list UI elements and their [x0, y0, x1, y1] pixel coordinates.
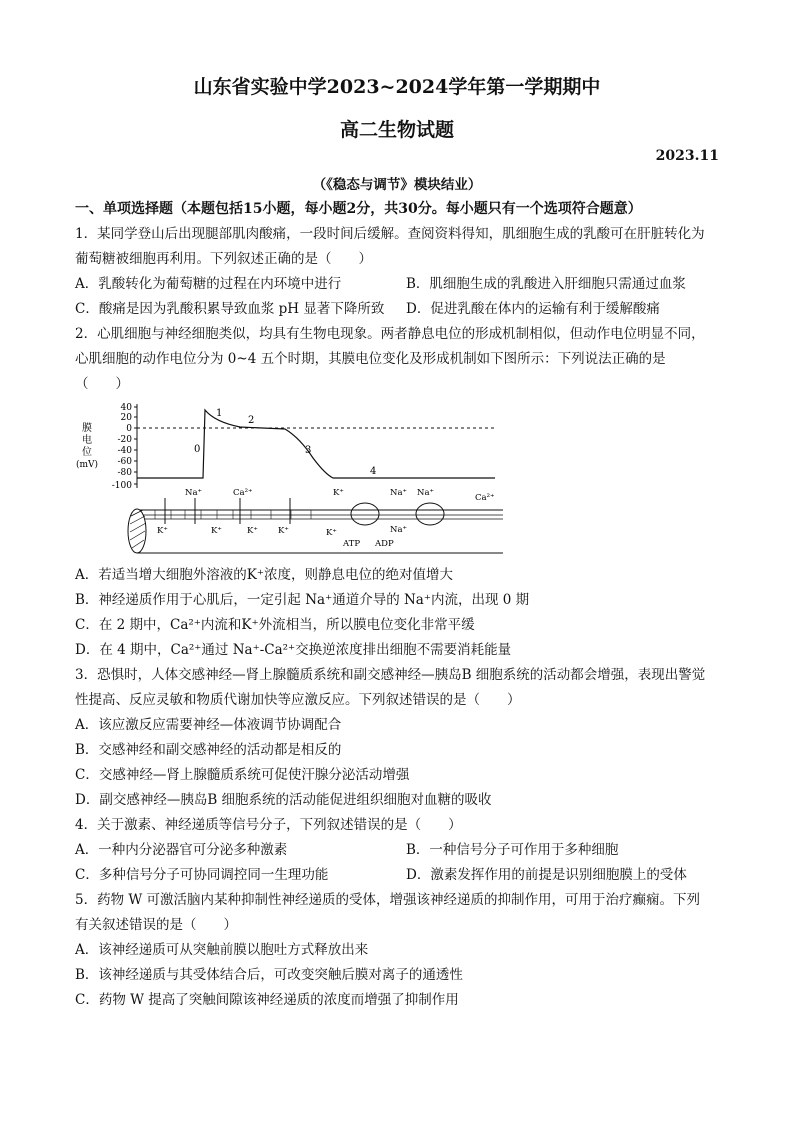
q1-option-c: C．酸痛是因为乳酸积累导致血浆 pH 显著下降所致 [75, 301, 385, 317]
q3-option-c: C．交感神经—肾上腺髓质系统可促使汗腺分泌活动增强 [75, 767, 410, 783]
exam-subject-title: 高二生物试题 [339, 119, 454, 141]
phase-3-label: 3 [305, 445, 312, 456]
ion-na-3: Na⁺ [417, 488, 434, 498]
q4-option-a: A．一种内分泌器官可分泌多种激素 [75, 842, 288, 858]
cell-membrane-diagram [128, 498, 503, 553]
q4-option-d: D．激素发挥作用的前提是识别细胞膜上的受体 [406, 867, 687, 883]
q4-stem: 4．关于激素、神经递质等信号分子，下列叙述错误的是（ ） [75, 817, 462, 833]
ion-k-top: K⁺ [333, 488, 344, 498]
exam-subtitle: （《稳态与调节》模块结业） [312, 177, 482, 193]
q1-stem-line2: 葡萄糖被细胞再利用。下列叙述正确的是（ ） [75, 251, 372, 267]
q4-option-c: C．多种信号分子可协同调控同一生理功能 [75, 867, 329, 883]
q3-stem-line1: 3．恐惧时，人体交感神经—肾上腺髓质系统和副交感神经—胰岛B 细胞系统的活动都会增强，表现出警觉 [75, 667, 706, 683]
y-tick-minus-100: -100 [111, 481, 132, 491]
q2-option-c: C．在 2 期中，Ca²⁺内流和K⁺外流相当，所以膜电位变化非常平缓 [75, 617, 475, 633]
y-tick-minus-80: -80 [117, 468, 132, 478]
exam-date: 2023.11 [655, 148, 719, 164]
ion-k-4: K⁺ [278, 526, 289, 536]
q1-option-a: A．乳酸转化为葡萄糖的过程在内环境中进行 [75, 276, 342, 292]
q2-option-d: D．在 4 期中，Ca²⁺通过 Na⁺-Ca²⁺交换逆浓度排出细胞不需要消耗能量 [75, 642, 512, 658]
y-axis-label-1: 膜 [82, 423, 92, 434]
ion-na-2: Na⁺ [390, 488, 407, 498]
y-tick-minus-60: -60 [117, 457, 132, 467]
q1-option-d: D．促进乳酸在体内的运输有利于缓解酸痛 [406, 301, 660, 317]
y-tick-40: 40 [120, 403, 132, 413]
y-tick-minus-20: -20 [117, 435, 132, 445]
q1-stem-line1: 1．某同学登山后出现腿部肌肉酸痛，一段时间后缓解。查阅资料得知，肌细胞生成的乳酸可在肝脏转化为 [75, 226, 705, 242]
q5-option-b: B．该神经递质与其受体结合后，可改变突触后膜对离子的通透性 [75, 967, 463, 983]
y-tick-minus-40: -40 [117, 446, 132, 456]
q5-option-c: C．药物 W 提高了突触间隙该神经递质的浓度而增强了抑制作用 [75, 992, 459, 1008]
q5-stem-line1: 5．药物 W 可激活脑内某种抑制性神经递质的受体，增强该神经递质的抑制作用，可用于治疗癫痫。下列 [75, 892, 701, 908]
ion-ca-2: Ca²⁺ [475, 493, 495, 503]
y-tick-20: 20 [120, 413, 132, 423]
phase-1-label: 1 [216, 408, 223, 419]
section-heading: 一、单项选择题（本题包括15小题，每小题2分，共30分。每小题只有一个选项符合题意） [75, 201, 642, 217]
ion-na-1: Na⁺ [185, 488, 202, 498]
q4-option-b: B．一种信号分子可作用于多种细胞 [406, 842, 619, 858]
q1-option-b: B．肌细胞生成的乳酸进入肝细胞只需通过血浆 [406, 276, 686, 292]
ion-na-4: Na⁺ [390, 525, 407, 535]
phase-0-label: 0 [194, 444, 201, 455]
q3-option-a: A．该应激反应需要神经—体液调节协调配合 [75, 717, 342, 733]
ion-k-5: K⁺ [326, 528, 337, 538]
q2-option-b: B．神经递质作用于心肌后，一定引起 Na⁺通道介导的 Na⁺内流，出现 0 期 [75, 592, 530, 608]
q3-option-b: B．交感神经和副交感神经的活动都是相反的 [75, 742, 342, 758]
q2-stem-line3: （ ） [75, 376, 129, 392]
q3-stem-line2: 性提高、反应灵敏和物质代谢加快等应激反应。下列叙述错误的是（ ） [75, 692, 521, 708]
phase-4-label: 4 [370, 466, 377, 477]
q5-stem-line2: 有关叙述错误的是（ ） [75, 917, 237, 933]
ion-ca-1: Ca²⁺ [233, 488, 253, 498]
phase-2-label: 2 [248, 415, 255, 426]
action-potential-curve [137, 410, 495, 478]
q3-option-d: D．副交感神经—胰岛B 细胞系统的活动能促进组织细胞对血糖的吸收 [75, 792, 492, 808]
y-axis-label-4: (mV) [75, 460, 99, 470]
q5-option-a: A．该神经递质可从突触前膜以胞吐方式释放出来 [75, 942, 369, 958]
adp-label: ADP [375, 539, 394, 549]
ion-k-1: K⁺ [157, 526, 168, 536]
y-axis-label-3: 位 [82, 447, 92, 458]
ion-k-2: K⁺ [211, 526, 222, 536]
q2-stem-line2: 心肌细胞的动作电位分为 0~4 五个时期，其膜电位变化及形成机制如下图所示：下列说法正确的是 [75, 351, 666, 367]
q2-option-a: A．若适当增大细胞外溶液的K⁺浓度，则静息电位的绝对值增大 [75, 567, 453, 583]
membrane-potential-figure [75, 398, 515, 558]
atp-label: ATP [343, 539, 361, 549]
q2-stem-line1: 2．心肌细胞与神经细胞类似，均具有生物电现象。两者静息电位的形成机制相似，但动作电位明显不同， [75, 326, 705, 342]
y-tick-0: 0 [126, 424, 132, 434]
y-axis-label-2: 电 [82, 435, 92, 446]
exam-title: 山东省实验中学2023~2024学年第一学期期中 [193, 76, 601, 98]
ion-k-3: K⁺ [247, 526, 258, 536]
